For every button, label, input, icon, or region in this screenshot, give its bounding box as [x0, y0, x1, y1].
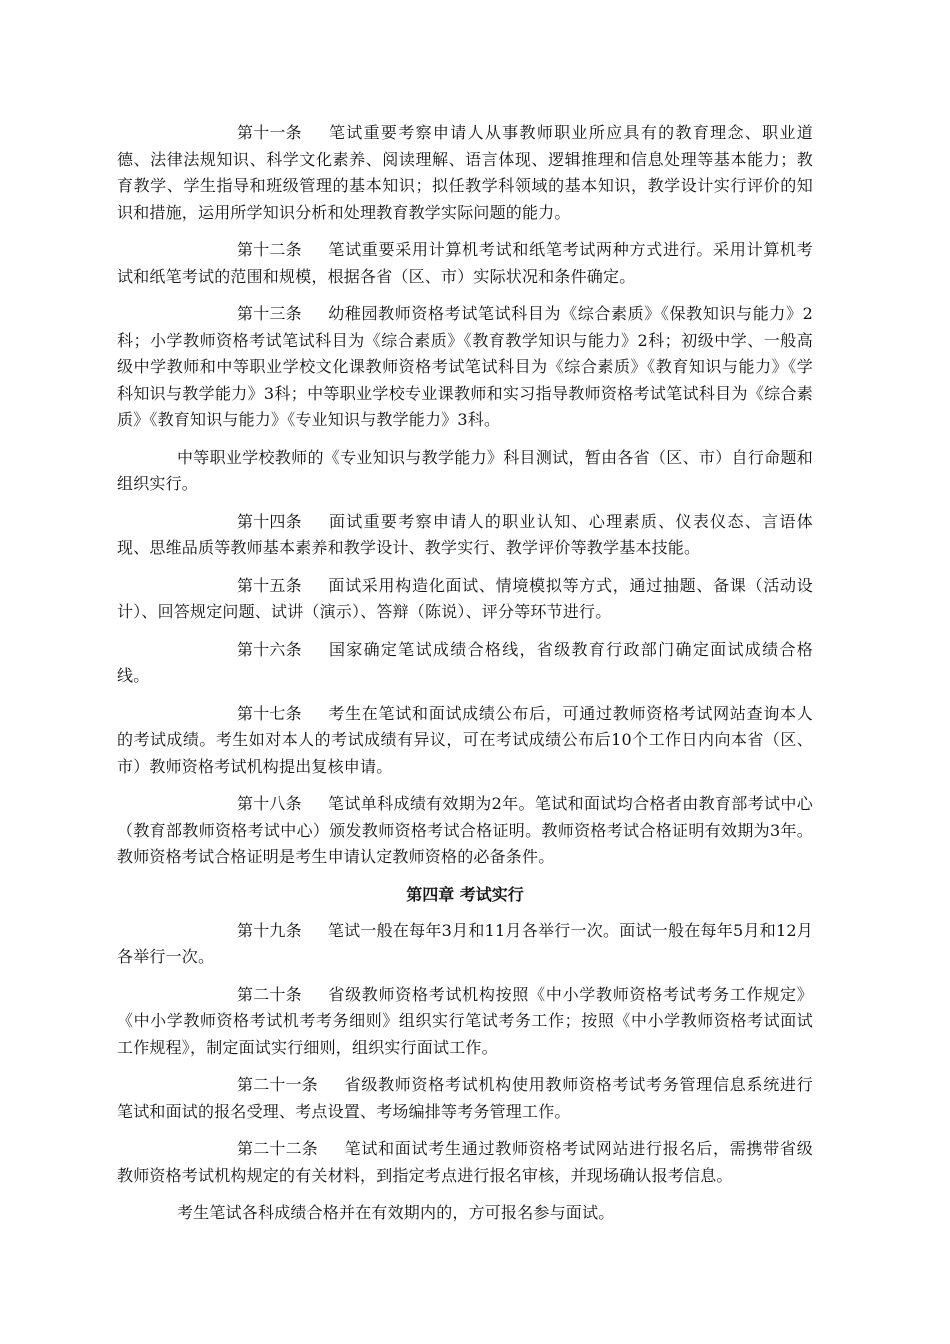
article-16 [117, 637, 813, 690]
article-18 [117, 791, 813, 871]
paragraph-text: 中等职业学校教师的《专业知识与教学能力》科目测试，暂由各省（区、市）自行命题和组织实行。 [117, 447, 813, 493]
article-text: 笔试和面试考生通过教师资格考试网站进行报名后，需携带省级教师资格考试机构规定的有关材料，到指定考点进行报名审核，并现场确认报考信息。 [117, 1139, 813, 1185]
article-text: 考生在笔试和面试成绩公布后，可通过教师资格考试网站查询本人的考试成绩。考生如对本人的考试成绩有异议，可在考试成绩公布后10个工作日内向本省（区、市）教师资格考试机构提出复核申请。 [117, 703, 813, 776]
article-label: 第二十一条 [237, 1075, 319, 1094]
article-22-note [117, 1200, 813, 1227]
article-17 [117, 701, 813, 781]
document-page [117, 120, 813, 1238]
article-text: 面试重要考察申请人的职业认知、心理素质、仪表仪态、言语体现、思维品质等教师基本素养和教学设计、教学实行、教学评价等教学基本技能。 [117, 511, 813, 557]
article-label: 第十六条 [237, 639, 302, 659]
paragraph-text: 考生笔试各科成绩合格并在有效期内的，方可报名参与面试。 [177, 1203, 615, 1222]
article-label: 第十三条 [237, 304, 302, 323]
article-text: 面试采用构造化面试、情境模拟等方式，通过抽题、备课（活动设计）、回答规定问题、试讲（演示）、答辩（陈说）、评分等环节进行。 [117, 575, 813, 621]
article-text: 省级教师资格考试机构使用教师资格考试考务管理信息系统进行笔试和面试的报名受理、考点设置、考场编排等考务管理工作。 [117, 1075, 813, 1121]
article-14 [117, 509, 813, 562]
article-label: 第十七条 [237, 703, 302, 723]
article-label: 第十二条 [237, 240, 302, 259]
article-text: 幼稚园教师资格考试笔试科目为《综合素质》《保教知识与能力》2科；小学教师资格考试笔试科目为《综合素质》《教育教学知识与能力》2科；初级中学、一般高级中学教师和中等职业学校文化课教师资格考试笔试科目为《综合素质》《教育知识与能力》《学科知识与教学能力》3科；中等职业学校专业课教师和实习指导教师资格考试笔试科目为《综合素质》《教育知识与能力》《专业知识与教学能力》3科。 [117, 304, 813, 429]
article-label: 第二十条 [237, 984, 302, 1004]
article-label: 第十一条 [237, 123, 302, 142]
article-text: 笔试一般在每年3月和11月各举行一次。面试一般在每年5月和12月各举行一次。 [117, 920, 813, 966]
article-label: 第十八条 [237, 794, 302, 813]
article-13 [117, 301, 813, 434]
article-13-note [117, 445, 813, 498]
article-22 [117, 1136, 813, 1189]
article-label: 第十九条 [237, 920, 302, 940]
article-text: 笔试重要采用计算机考试和纸笔考试两种方式进行。采用计算机考试和纸笔考试的范围和规模，根据各省（区、市）实际状况和条件确定。 [117, 240, 813, 286]
article-label: 第二十二条 [237, 1139, 319, 1158]
article-12 [117, 237, 813, 290]
article-text: 笔试重要考察申请人从事教师职业所应具有的教育理念、职业道德、法律法规知识、科学文化素养、阅读理解、语言体现、逻辑推理和信息处理等基本能力；教育教学、学生指导和班级管理的基本知识；拟任教学科领域的基本知识，教学设计实行评价的知识和措施，运用所学知识分析和处理教育教学实际问题的能力。 [117, 123, 813, 222]
article-19 [117, 918, 813, 971]
article-21 [117, 1072, 813, 1125]
article-20 [117, 982, 813, 1062]
article-label: 第十五条 [237, 575, 302, 595]
article-text: 省级教师资格考试机构按照《中小学教师资格考试考务工作规定》《中小学教师资格考试机考考务细则》组织实行笔试考务工作；按照《中小学教师资格考试面试工作规程》，制定面试实行细则，组织实行面试工作。 [117, 984, 813, 1057]
article-text: 国家确定笔试成绩合格线，省级教育行政部门确定面试成绩合格线。 [117, 639, 813, 685]
article-11 [117, 120, 813, 226]
article-text: 笔试单科成绩有效期为2年。笔试和面试均合格者由教育部考试中心（教育部教师资格考试中心）颁发教师资格考试合格证明。教师资格考试合格证明有效期为3年。教师资格考试合格证明是考生申请认定教师资格的必备条件。 [117, 794, 813, 866]
article-label: 第十四条 [237, 511, 302, 531]
article-15 [117, 573, 813, 626]
chapter-heading: 第四章 考试实行 [406, 884, 524, 904]
